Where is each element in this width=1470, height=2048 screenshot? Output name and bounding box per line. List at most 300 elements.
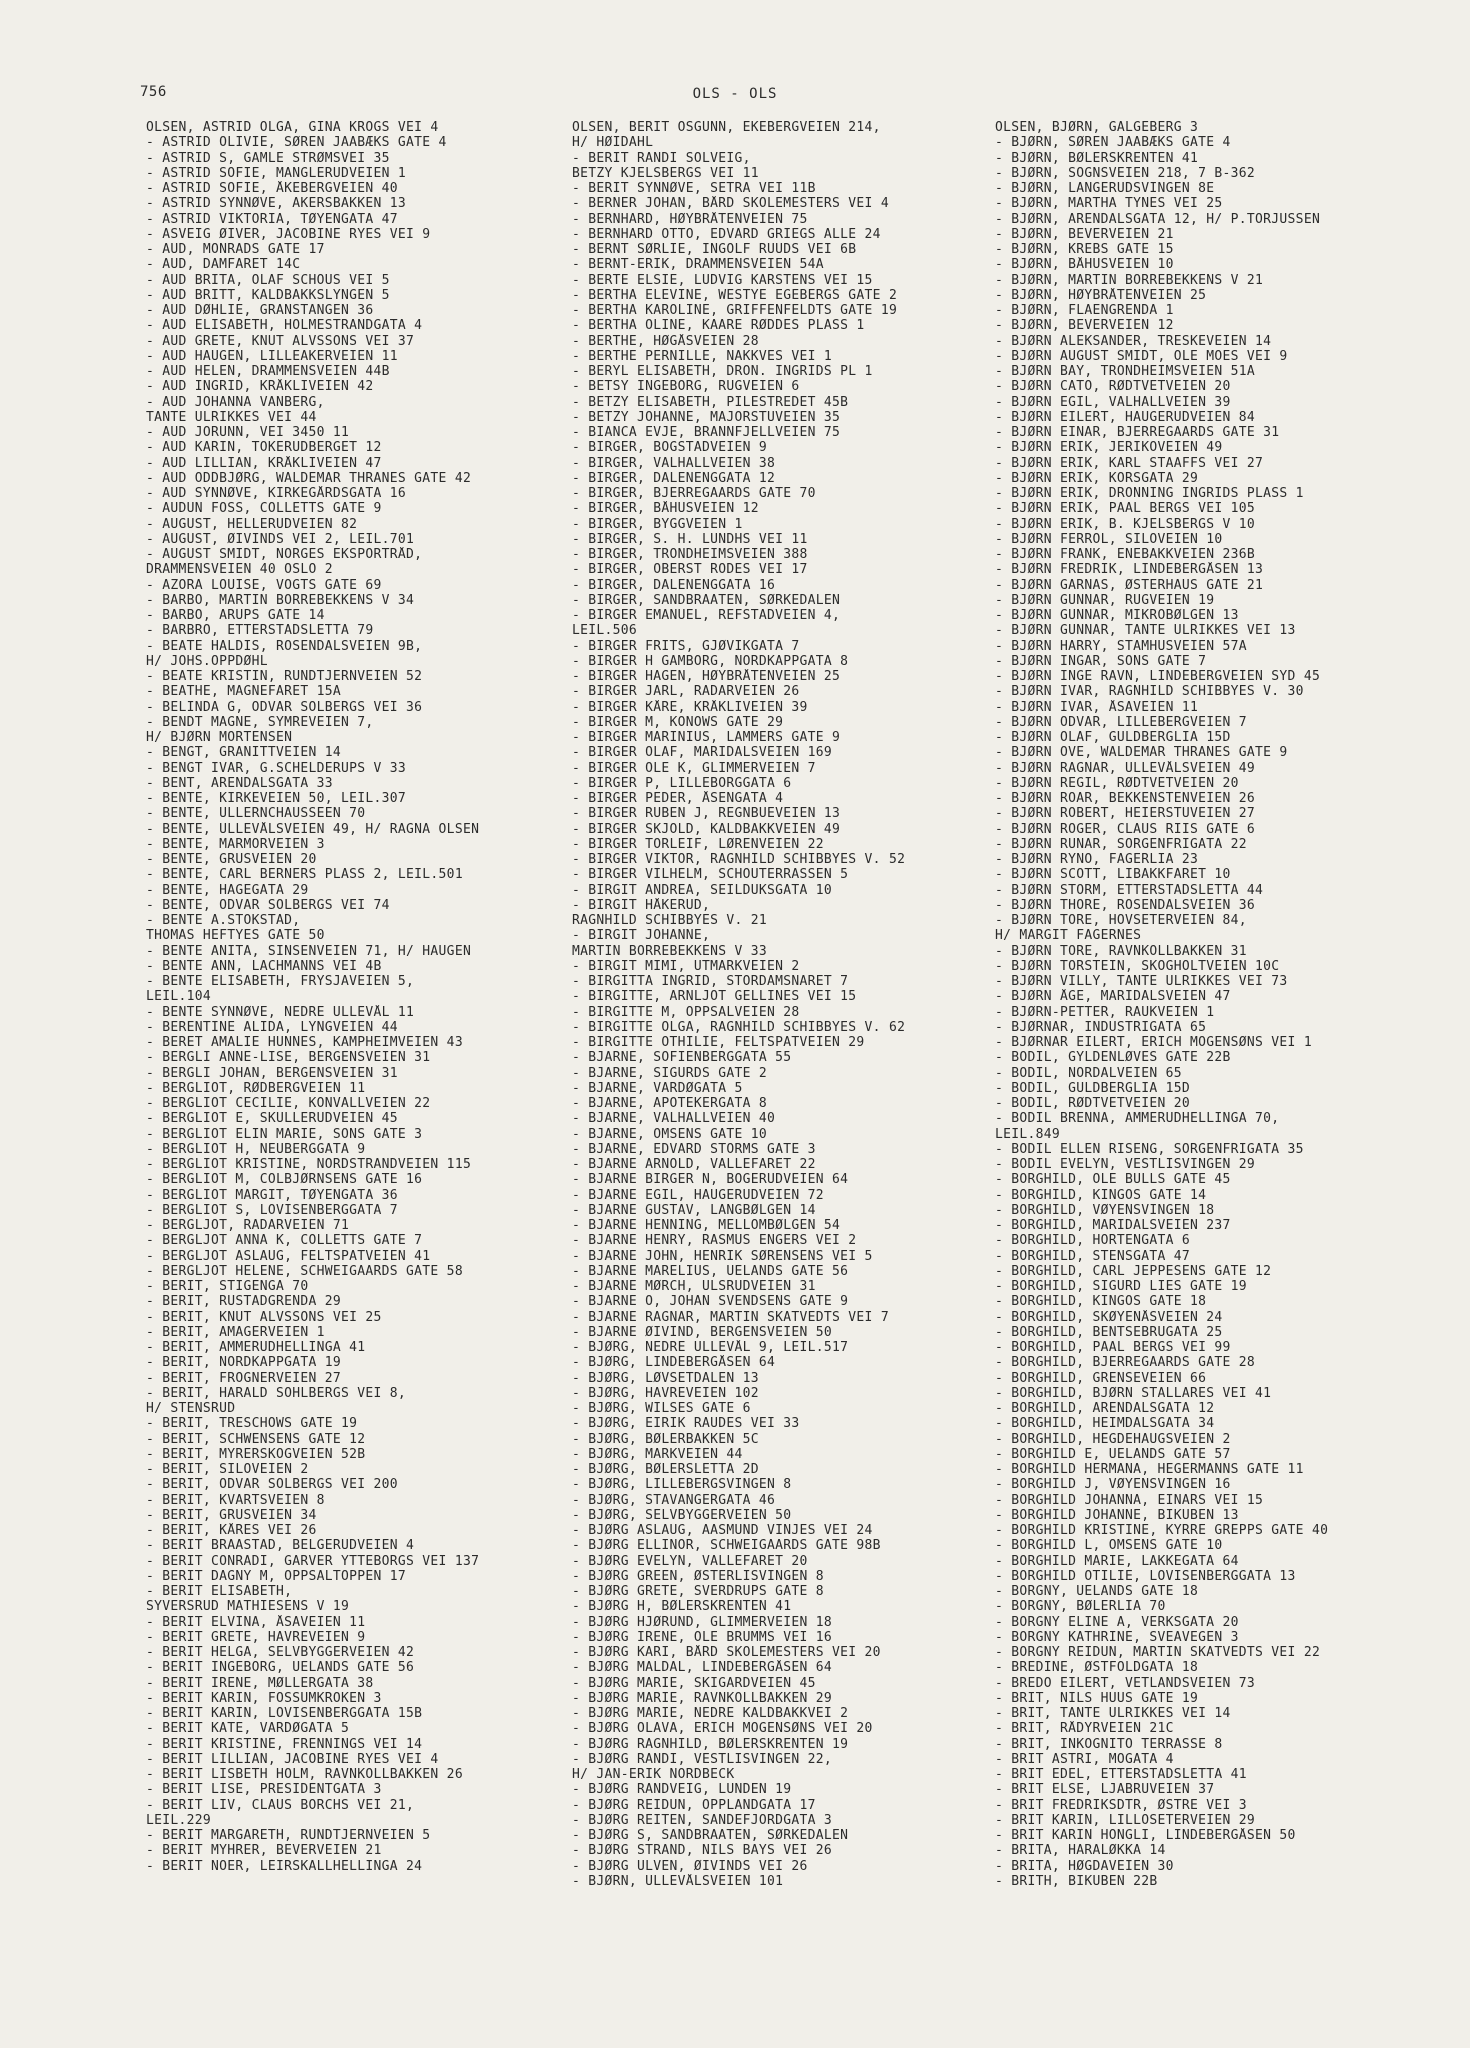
directory-entry: - BIRGER, OBERST RODES VEI 17 <box>572 562 808 578</box>
directory-entry: - BORGHILD, OLE BULLS GATE 45 <box>995 1172 1231 1188</box>
directory-entry: - AUD JOHANNA VANBERG, <box>146 394 325 410</box>
directory-column-1 <box>146 120 576 1874</box>
directory-entry: - AUD, DAMFARET 14C <box>146 257 301 273</box>
directory-entry: MARTIN BORREBEKKENS V 33 <box>572 943 768 959</box>
directory-entry: - BIRGITTE OTHILIE, FELTSPATVEIEN 29 <box>572 1035 865 1050</box>
directory-entry: - BORGHILD E, UELANDS GATE 57 <box>995 1446 1231 1462</box>
directory-entry: - BJØRN FRANK, ENEBAKKVEIEN 236B <box>995 547 1256 562</box>
directory-entry: - BJØRN ROBERT, HEIERSTUVEIEN 27 <box>995 806 1256 822</box>
directory-entry: - BJARNE, SIGURDS GATE 2 <box>572 1065 768 1081</box>
directory-entry: - BERNHARD OTTO, EDVARD GRIEGS ALLE 24 <box>572 226 881 242</box>
directory-entry: - BERNHARD, HØYBRÅTENVEIEN 75 <box>572 211 808 227</box>
directory-entry: - BJØRN FERROL, SILOVEIEN 10 <box>995 531 1223 547</box>
directory-entry: - BERNT SØRLIE, INGOLF RUUDS VEI 6B <box>572 242 857 257</box>
directory-entry: - BERTHE, HØGÅSVEIEN 28 <box>572 333 759 349</box>
directory-entry: - BARBO, MARTIN BORREBEKKENS V 34 <box>146 592 415 608</box>
directory-entry: - BJØRN IVAR, RAGNHILD SCHIBBYES V. 30 <box>995 684 1304 700</box>
directory-entry: - BERIT, NORDKAPPGATA 19 <box>146 1355 342 1371</box>
directory-entry: - AUD GRETE, KNUT ALVSSONS VEI 37 <box>146 333 415 349</box>
directory-entry: - BJØRN HARRY, STAMHUSVEIEN 57A <box>995 638 1247 654</box>
directory-entry: DRAMMENSVEIEN 40 OSLO 2 <box>146 562 333 578</box>
running-head: OLS - OLS <box>692 86 778 102</box>
directory-entry: - BREDO EILERT, VETLANDSVEIEN 73 <box>995 1675 1256 1691</box>
directory-entry: THOMAS HEFTYES GATE 50 <box>146 928 325 944</box>
directory-entry: LEIL.849 <box>995 1126 1061 1142</box>
directory-entry: - BJARNE, EDVARD STORMS GATE 3 <box>572 1141 816 1157</box>
directory-entry: - BERIT, ODVAR SOLBERGS VEI 200 <box>146 1477 398 1493</box>
directory-entry: - BIRGER HAGEN, HØYBRÅTENVEIEN 25 <box>572 669 841 684</box>
directory-entry: - BERIT, AMMERUDHELLINGA 41 <box>146 1340 366 1355</box>
directory-entry: - BENTE, MARMORVEIEN 3 <box>146 836 325 852</box>
directory-entry: LEIL.104 <box>146 989 212 1005</box>
directory-entry: - BERIT, KNUT ALVSSONS VEI 25 <box>146 1309 382 1325</box>
directory-entry: - BJØRN CATO, RØDTVETVEIEN 20 <box>995 379 1231 395</box>
directory-entry: - BJØRN ERIK, B. KJELSBERGS V 10 <box>995 516 1256 532</box>
directory-entry: - BJØRG RANDI, VESTLISVINGEN 22, <box>572 1751 833 1767</box>
directory-entry: - BIRGER VILHELM, SCHOUTERRASSEN 5 <box>572 867 849 883</box>
directory-entry: H/ JAN-ERIK NORDBECK <box>572 1767 735 1782</box>
directory-entry: - BJØRN BAY, TRONDHEIMSVEIEN 51A <box>995 364 1256 379</box>
directory-entry: - BERIT, HARALD SOHLBERGS VEI 8, <box>146 1385 407 1401</box>
directory-entry: - BORGHILD J, VØYENSVINGEN 16 <box>995 1477 1231 1493</box>
directory-entry: - BJØRG, HAVREVEIEN 102 <box>572 1385 759 1401</box>
directory-entry: - BJØRG IRENE, OLE BRUMMS VEI 16 <box>572 1629 833 1645</box>
directory-entry: - BERIT DAGNY M, OPPSALTOPPEN 17 <box>146 1568 407 1584</box>
directory-entry: - ASTRID VIKTORIA, TØYENGATA 47 <box>146 211 398 227</box>
directory-entry: - BORGHILD OTILIE, LOVISENBERGGATA 13 <box>995 1568 1296 1584</box>
directory-entry: - BJØRG, STAVANGERGATA 46 <box>572 1492 776 1508</box>
directory-entry: - AUD LILLIAN, KRÅKLIVEIEN 47 <box>146 455 382 471</box>
directory-entry: - BJØRG REIDUN, OPPLANDGATA 17 <box>572 1797 816 1813</box>
directory-entry: - BJØRN OLAF, GULDBERGLIA 15D <box>995 730 1231 745</box>
directory-entry: - BJØRN IVAR, ÅSAVEIEN 11 <box>995 699 1199 715</box>
directory-entry: - BJARNE, VALHALLVEIEN 40 <box>572 1111 776 1127</box>
directory-entry: - BENTE, KIRKEVEIEN 50, LEIL.307 <box>146 791 407 806</box>
directory-entry: - BJØRN, HØYBRÅTENVEIEN 25 <box>995 287 1207 303</box>
directory-column-2 <box>572 120 1002 1889</box>
directory-entry: - BIRGER H GAMBORG, NORDKAPPGATA 8 <box>572 653 849 669</box>
directory-entry: - BJARNE EGIL, HAUGERUDVEIEN 72 <box>572 1187 824 1203</box>
directory-entry: - BJØRNAR EILERT, ERICH MOGENSØNS VEI 1 <box>995 1035 1312 1050</box>
directory-entry: LEIL.506 <box>572 623 638 639</box>
directory-entry: - BJØRN RUNAR, SORGENFRIGATA 22 <box>995 836 1247 852</box>
directory-entry: - BJØRG STRAND, NILS BAYS VEI 26 <box>572 1843 833 1859</box>
directory-column-3 <box>995 120 1425 1889</box>
directory-entry: - BERIT, RUSTADGRENDA 29 <box>146 1294 342 1310</box>
directory-entry: - BJØRN STORM, ETTERSTADSLETTA 44 <box>995 882 1264 898</box>
directory-entry: - BJØRN ERIK, JERIKOVEIEN 49 <box>995 440 1223 456</box>
directory-entry: - BIRGER SKJOLD, KALDBAKKVEIEN 49 <box>572 821 841 837</box>
directory-entry: - BJARNE, SOFIENBERGGATA 55 <box>572 1050 792 1066</box>
directory-entry: - BERNER JOHAN, BÅRD SKOLEMESTERS VEI 4 <box>572 196 889 212</box>
directory-entry: SYVERSRUD MATHIESENS V 19 <box>146 1599 350 1615</box>
directory-entry: - BERNT-ERIK, DRAMMENSVEIEN 54A <box>572 257 824 273</box>
directory-entry: - BIRGER VIKTOR, RAGNHILD SCHIBBYES V. 52 <box>572 852 906 867</box>
directory-entry: H/ JOHS.OPPDØHL <box>146 653 268 669</box>
directory-entry: - BENTE, ULLERNCHAUSSEEN 70 <box>146 806 366 822</box>
directory-entry: - BORGHILD KRISTINE, KYRRE GREPPS GATE 40 <box>995 1523 1329 1538</box>
directory-entry: - ASTRID SOFIE, ÅKEBERGVEIEN 40 <box>146 181 398 196</box>
directory-entry: - BJØRN ROGER, CLAUS RIIS GATE 6 <box>995 821 1256 837</box>
directory-entry: - BENTE ANN, LACHMANNS VEI 4B <box>146 958 382 974</box>
directory-entry: - AUGUST, HELLERUDVEIEN 82 <box>146 516 358 532</box>
directory-entry: - BIRGER OLE K, GLIMMERVEIEN 7 <box>572 760 816 776</box>
directory-entry: - BORGNY REIDUN, MARTIN SKATVEDTS VEI 22 <box>995 1645 1321 1660</box>
directory-entry: - BEATE HALDIS, ROSENDALSVEIEN 9B, <box>146 638 423 654</box>
directory-entry: - BORGHILD JOHANNE, BIKUBEN 13 <box>995 1507 1239 1523</box>
directory-entry: - BERTHA KAROLINE, GRIFFENFELDTS GATE 19 <box>572 303 898 318</box>
directory-entry: H/ BJØRN MORTENSEN <box>146 730 293 745</box>
directory-entry: - BIRGER OLAF, MARIDALSVEIEN 169 <box>572 745 833 761</box>
directory-entry: - BERIT LISE, PRESIDENTGATA 3 <box>146 1782 382 1798</box>
directory-entry: - BODIL EVELYN, VESTLISVINGEN 29 <box>995 1157 1256 1172</box>
directory-entry: - BJØRG HJØRUND, GLIMMERVEIEN 18 <box>572 1614 833 1630</box>
directory-entry: - BRIT ASTRI, MOGATA 4 <box>995 1751 1174 1767</box>
directory-entry: - BEATE KRISTIN, RUNDTJERNVEIEN 52 <box>146 669 423 684</box>
directory-entry: - BERGLIOT MARGIT, TØYENGATA 36 <box>146 1187 398 1203</box>
directory-entry: - BORGHILD, HORTENGATA 6 <box>995 1233 1191 1249</box>
directory-entry: - BIRGER FRITS, GJØVIKGATA 7 <box>572 638 800 654</box>
directory-entry: - BJØRG ULVEN, ØIVINDS VEI 26 <box>572 1858 808 1874</box>
directory-entry: - BODIL BRENNA, AMMERUDHELLINGA 70, <box>995 1111 1280 1127</box>
directory-entry: - BJØRG RAGNHILD, BØLERSKRENTEN 19 <box>572 1736 849 1752</box>
directory-entry: - AUD HAUGEN, LILLEAKERVEIEN 11 <box>146 348 398 364</box>
directory-entry: - BJØRG OLAVA, ERICH MOGENSØNS VEI 20 <box>572 1721 873 1737</box>
directory-entry: - BERGLIOT S, LOVISENBERGGATA 7 <box>146 1202 398 1218</box>
directory-entry: - BJØRG REITEN, SANDEFJORDGATA 3 <box>572 1812 833 1828</box>
directory-entry: - BERTE ELSIE, LUDVIG KARSTENS VEI 15 <box>572 272 873 288</box>
directory-entry: - BJØRN, MARTIN BORREBEKKENS V 21 <box>995 272 1264 288</box>
directory-entry: - BRITA, HØGDAVEIEN 30 <box>995 1858 1174 1874</box>
directory-entry: - BORGHILD, GRENSEVEIEN 66 <box>995 1370 1207 1386</box>
directory-entry: - BRITA, HARALØKKA 14 <box>995 1843 1166 1859</box>
directory-entry: - BJØRG ASLAUG, AASMUND VINJES VEI 24 <box>572 1523 873 1538</box>
directory-entry: TANTE ULRIKKES VEI 44 <box>146 409 317 425</box>
directory-entry: - BERIT ELVINA, ÅSAVEIEN 11 <box>146 1614 366 1630</box>
directory-entry: - BERGLJOT ASLAUG, FELTSPATVEIEN 41 <box>146 1248 431 1264</box>
directory-entry: - BJØRG ELLINOR, SCHWEIGAARDS GATE 98B <box>572 1538 881 1554</box>
directory-entry: - BJARNE HENRY, RASMUS ENGERS VEI 2 <box>572 1233 857 1249</box>
directory-entry: - BJØRN RAGNAR, ULLEVÅLSVEIEN 49 <box>995 760 1256 776</box>
directory-entry: - BORGHILD, BENTSEBRUGATA 25 <box>995 1324 1223 1340</box>
page-number: 756 <box>140 84 167 100</box>
directory-entry: - AUGUST, ØIVINDS VEI 2, LEIL.701 <box>146 531 415 547</box>
directory-entry: - BJØRN, BEVERVEIEN 21 <box>995 226 1174 242</box>
directory-entry: - BORGHILD JOHANNA, EINARS VEI 15 <box>995 1492 1264 1508</box>
directory-entry: - BRIT, RÅDYRVEIEN 21C <box>995 1721 1174 1737</box>
directory-entry: - BJØRG RANDVEIG, LUNDEN 19 <box>572 1782 792 1798</box>
directory-entry: - AUD ODDBJØRG, WALDEMAR THRANES GATE 42 <box>146 470 472 486</box>
directory-entry: - BIRGIT HÅKERUD, <box>572 897 711 913</box>
directory-entry: - BERIT, FROGNERVEIEN 27 <box>146 1370 342 1386</box>
directory-entry: - AUD INGRID, KRÅKLIVEIEN 42 <box>146 379 374 395</box>
directory-entry: - BIRGITTE M, OPPSALVEIEN 28 <box>572 1004 800 1020</box>
directory-entry: - BJØRG MARIE, SKIGARDVEIEN 45 <box>572 1675 816 1691</box>
directory-entry: - BJØRN TORE, RAVNKOLLBAKKEN 31 <box>995 943 1247 959</box>
directory-entry: - BERIT ELISABETH, <box>146 1584 293 1599</box>
directory-entry: - BERIT LILLIAN, JACOBINE RYES VEI 4 <box>146 1751 439 1767</box>
directory-entry: - BENDT MAGNE, SYMREVEIEN 7, <box>146 714 374 730</box>
directory-entry: - BORGHILD, BJØRN STALLARES VEI 41 <box>995 1385 1272 1401</box>
directory-entry: - BORGNY, BØLERLIA 70 <box>995 1599 1166 1615</box>
directory-entry: RAGNHILD SCHIBBYES V. 21 <box>572 913 768 928</box>
directory-entry: LEIL.229 <box>146 1812 212 1828</box>
directory-entry: - BJØRN, ARENDALSGATA 12, H/ P.TORJUSSEN <box>995 211 1321 227</box>
directory-entry: - BERGLJOT ANNA K, COLLETTS GATE 7 <box>146 1233 423 1249</box>
directory-entry: - BJØRN GUNNAR, RUGVEIEN 19 <box>995 592 1215 608</box>
directory-entry: - BORGHILD, VØYENSVINGEN 18 <box>995 1202 1215 1218</box>
directory-entry: - BERIT LISBETH HOLM, RAVNKOLLBAKKEN 26 <box>146 1767 463 1782</box>
directory-entry: - BRIT, TANTE ULRIKKES VEI 14 <box>995 1706 1231 1721</box>
directory-entry: - BERIT, STIGENGA 70 <box>146 1279 309 1294</box>
directory-entry: - BORGHILD, SKØYENÅSVEIEN 24 <box>995 1309 1223 1325</box>
directory-entry: - BJØRN GUNNAR, MIKROBØLGEN 13 <box>995 608 1239 623</box>
directory-entry: - BENTE, GRUSVEIEN 20 <box>146 852 317 867</box>
directory-entry: - BJARNE HENNING, MELLOMBØLGEN 54 <box>572 1218 841 1233</box>
directory-entry: - BODIL, NORDALVEIEN 65 <box>995 1065 1182 1081</box>
directory-entry: - BERTHE PERNILLE, NAKKVES VEI 1 <box>572 348 833 364</box>
directory-entry: - BIRGER, BJERREGAARDS GATE 70 <box>572 486 816 501</box>
directory-entry: - BIANCA EVJE, BRANNFJELLVEIEN 75 <box>572 425 841 440</box>
directory-entry: - AUD SYNNØVE, KIRKEGÅRDSGATA 16 <box>146 486 407 501</box>
directory-entry: - BERIT IRENE, MØLLERGATA 38 <box>146 1675 374 1691</box>
directory-entry: - AUD DØHLIE, GRANSTANGEN 36 <box>146 303 374 318</box>
directory-entry: - BIRGER KÅRE, KRÅKLIVEIEN 39 <box>572 699 808 715</box>
directory-entry: - BORGNY ELINE A, VERKSGATA 20 <box>995 1614 1239 1630</box>
directory-entry: - BJØRN, BØLERSKRENTEN 41 <box>995 150 1199 166</box>
directory-entry: - BORGHILD, BJERREGAARDS GATE 28 <box>995 1355 1256 1371</box>
directory-entry: - BERIT KARIN, LOVISENBERGGATA 15B <box>146 1706 423 1721</box>
directory-entry: - BRIT KARIN, LILLOSETERVEIEN 29 <box>995 1812 1256 1828</box>
directory-entry: OLSEN, BERIT OSGUNN, EKEBERGVEIEN 214, <box>572 120 881 135</box>
directory-entry: - BERIT, MYRERSKOGVEIEN 52B <box>146 1446 366 1462</box>
directory-entry: H/ HØIDAHL <box>572 135 654 151</box>
directory-entry: - BERGLI JOHAN, BERGENSVEIEN 31 <box>146 1065 398 1081</box>
directory-entry: - BJØRN INGAR, SONS GATE 7 <box>995 653 1207 669</box>
directory-entry: - BJØRG MARIE, RAVNKOLLBAKKEN 29 <box>572 1690 833 1706</box>
directory-entry: - BORGHILD, CARL JEPPESENS GATE 12 <box>995 1263 1272 1279</box>
directory-entry: - AUD, MONRADS GATE 17 <box>146 242 325 257</box>
directory-entry: - BORGHILD L, OMSENS GATE 10 <box>995 1538 1223 1554</box>
directory-entry: - BERIT, AMAGERVEIEN 1 <box>146 1324 325 1340</box>
directory-entry: - BODIL, RØDTVETVEIEN 20 <box>995 1096 1191 1111</box>
directory-entry: - BJØRN OVE, WALDEMAR THRANES GATE 9 <box>995 745 1288 761</box>
directory-entry: - BERYL ELISABETH, DRON. INGRIDS PL 1 <box>572 364 873 379</box>
directory-entry: - BJØRN AUGUST SMIDT, OLE MOES VEI 9 <box>995 348 1288 364</box>
directory-entry: - BORGHILD, SIGURD LIES GATE 19 <box>995 1279 1247 1294</box>
directory-entry: - BERGLIOT E, SKULLERUDVEIEN 45 <box>146 1111 398 1127</box>
directory-entry: - BJARNE, APOTEKERGATA 8 <box>572 1096 768 1111</box>
directory-entry: - BJØRN, ULLEVÅLSVEIEN 101 <box>572 1873 784 1889</box>
directory-entry: - BERIT, TRESCHOWS GATE 19 <box>146 1416 358 1432</box>
directory-entry: - BJØRG MALDAL, LINDEBERGÅSEN 64 <box>572 1660 833 1676</box>
directory-entry: - BERGLI ANNE-LISE, BERGENSVEIEN 31 <box>146 1050 431 1066</box>
directory-entry: - BERIT CONRADI, GARVER YTTEBORGS VEI 137 <box>146 1553 480 1569</box>
directory-entry: - BJØRG, BØLERBAKKEN 5C <box>572 1431 759 1447</box>
directory-entry: - BERIT LIV, CLAUS BORCHS VEI 21, <box>146 1797 415 1813</box>
directory-entry: - BENTE A.STOKSTAD, <box>146 913 301 928</box>
directory-entry: - ASVEIG ØIVER, JACOBINE RYES VEI 9 <box>146 226 431 242</box>
directory-entry: - BERGLIOT ELIN MARIE, SONS GATE 3 <box>146 1126 423 1142</box>
directory-entry: - BIRGITTA INGRID, STORDAMSNARET 7 <box>572 974 849 989</box>
directory-entry: - BRIT, INKOGNITO TERRASSE 8 <box>995 1736 1223 1752</box>
directory-entry: - BENTE ELISABETH, FRYSJAVEIEN 5, <box>146 974 415 989</box>
directory-entry: - BORGNY, UELANDS GATE 18 <box>995 1584 1199 1599</box>
directory-entry: - BJØRN, LANGERUDSVINGEN 8E <box>995 181 1215 196</box>
directory-entry: OLSEN, BJØRN, GALGEBERG 3 <box>995 120 1199 135</box>
directory-entry: - BRIT EDEL, ETTERSTADSLETTA 41 <box>995 1767 1247 1782</box>
directory-entry: - BORGHILD MARIE, LAKKEGATA 64 <box>995 1553 1239 1569</box>
directory-entry: - BENGT, GRANITTVEIEN 14 <box>146 745 342 761</box>
directory-entry: - BIRGER JARL, RADARVEIEN 26 <box>572 684 800 700</box>
directory-entry: - BJØRN ERIK, PAAL BERGS VEI 105 <box>995 501 1256 517</box>
directory-entry: - BJARNE RAGNAR, MARTIN SKATVEDTS VEI 7 <box>572 1309 889 1325</box>
directory-entry: - BJØRN, BEVERVEIEN 12 <box>995 318 1174 334</box>
directory-entry: - BERIT SYNNØVE, SETRA VEI 11B <box>572 181 816 196</box>
directory-entry: - BETSY INGEBORG, RUGVEIEN 6 <box>572 379 800 395</box>
directory-entry: H/ MARGIT FAGERNES <box>995 928 1142 944</box>
directory-entry: - AUD BRITA, OLAF SCHOUS VEI 5 <box>146 272 390 288</box>
directory-entry: - AZORA LOUISE, VOGTS GATE 69 <box>146 577 382 593</box>
directory-entry: - BJØRG, MARKVEIEN 44 <box>572 1446 743 1462</box>
directory-entry: - BIRGIT MIMI, UTMARKVEIEN 2 <box>572 958 800 974</box>
directory-entry: - BIRGER, S. H. LUNDHS VEI 11 <box>572 531 808 547</box>
directory-entry: - BENTE, ULLEVÅLSVEIEN 49, H/ RAGNA OLSEN <box>146 821 480 837</box>
directory-entry: - BERET AMALIE HUNNES, KAMPHEIMVEIEN 43 <box>146 1035 463 1050</box>
directory-entry: - BJØRG GRETE, SVERDRUPS GATE 8 <box>572 1584 824 1599</box>
directory-entry: - BARBRO, ETTERSTADSLETTA 79 <box>146 623 374 639</box>
directory-entry: - BELINDA G, ODVAR SOLBERGS VEI 36 <box>146 699 423 715</box>
directory-entry: - BIRGER M, KONOWS GATE 29 <box>572 714 784 730</box>
directory-entry: - BIRGER, VALHALLVEIEN 38 <box>572 455 776 471</box>
directory-entry: - BJØRN VILLY, TANTE ULRIKKES VEI 73 <box>995 974 1288 989</box>
directory-entry: - BRIT ELSE, LJABRUVEIEN 37 <box>995 1782 1215 1798</box>
directory-entry: - BENTE, HAGEGATA 29 <box>146 882 309 898</box>
directory-entry: - BJØRNAR, INDUSTRIGATA 65 <box>995 1019 1207 1035</box>
directory-entry: - BERIT NOER, LEIRSKALLHELLINGA 24 <box>146 1858 423 1874</box>
directory-entry: - BERIT KATE, VARDØGATA 5 <box>146 1721 350 1737</box>
directory-entry: - BJØRN ODVAR, LILLEBERGVEIEN 7 <box>995 714 1247 730</box>
directory-entry: - AUD KARIN, TOKERUDBERGET 12 <box>146 440 382 456</box>
directory-entry: - BRIT FREDRIKSDTR, ØSTRE VEI 3 <box>995 1797 1247 1813</box>
directory-entry: - BORGHILD, HEIMDALSGATA 34 <box>995 1416 1215 1432</box>
directory-entry: - BIRGER RUBEN J, REGNBUEVEIEN 13 <box>572 806 841 822</box>
directory-entry: - BJØRN EILERT, HAUGERUDVEIEN 84 <box>995 409 1256 425</box>
directory-entry: - BJØRG, EIRIK RAUDES VEI 33 <box>572 1416 800 1432</box>
directory-entry: - BIRGER, DALENENGGATA 12 <box>572 470 776 486</box>
directory-entry: - BERGLJOT, RADARVEIEN 71 <box>146 1218 350 1233</box>
directory-entry: - BJØRG MARIE, NEDRE KALDBAKKVEI 2 <box>572 1706 849 1721</box>
directory-entry: - BJØRN TORSTEIN, SKOGHOLTVEIEN 10C <box>995 958 1280 974</box>
directory-entry: - BIRGER TORLEIF, LØRENVEIEN 22 <box>572 836 824 852</box>
directory-entry: - BIRGER, SANDBRAATEN, SØRKEDALEN <box>572 592 841 608</box>
directory-entry: - BJØRG, BØLERSLETTA 2D <box>572 1462 759 1477</box>
directory-entry: - BJØRN ÅGE, MARIDALSVEIEN 47 <box>995 989 1231 1005</box>
directory-entry: - BORGHILD, STENSGATA 47 <box>995 1248 1191 1264</box>
directory-entry: - BENTE ANITA, SINSENVEIEN 71, H/ HAUGEN <box>146 943 472 959</box>
directory-entry: - BJØRG GREEN, ØSTERLISVINGEN 8 <box>572 1568 824 1584</box>
directory-entry: - BENTE SYNNØVE, NEDRE ULLEVÅL 11 <box>146 1004 415 1020</box>
directory-entry: - ASTRID SOFIE, MANGLERUDVEIEN 1 <box>146 165 407 181</box>
directory-entry: - BERGLJOT HELENE, SCHWEIGAARDS GATE 58 <box>146 1263 463 1279</box>
directory-entry: - ASTRID S, GAMLE STRØMSVEI 35 <box>146 150 390 166</box>
directory-entry: - AUD ELISABETH, HOLMESTRANDGATA 4 <box>146 318 423 334</box>
directory-entry: - BIRGIT ANDREA, SEILDUKSGATA 10 <box>572 882 833 898</box>
directory-entry: - BERTHA ELEVINE, WESTYE EGEBERGS GATE 2 <box>572 287 898 303</box>
directory-entry: - BJØRN INGE RAVN, LINDEBERGVEIEN SYD 45 <box>995 669 1321 684</box>
directory-entry: - BARBO, ARUPS GATE 14 <box>146 608 325 623</box>
directory-entry: - BJARNE, VARDØGATA 5 <box>572 1080 743 1096</box>
directory-entry: - BORGHILD, KINGOS GATE 18 <box>995 1294 1207 1310</box>
directory-entry: - BJØRN FREDRIK, LINDEBERGÅSEN 13 <box>995 562 1264 578</box>
directory-entry: - AUDUN FOSS, COLLETTS GATE 9 <box>146 501 382 517</box>
directory-entry: - BRITH, BIKUBEN 22B <box>995 1873 1158 1889</box>
directory-entry: - BJARNE O, JOHAN SVENDSENS GATE 9 <box>572 1294 849 1310</box>
directory-entry: - BERIT, SCHWENSENS GATE 12 <box>146 1431 366 1447</box>
directory-entry: - BIRGER EMANUEL, REFSTADVEIEN 4, <box>572 608 841 623</box>
directory-entry: - BJARNE ØIVIND, BERGENSVEIEN 50 <box>572 1324 833 1340</box>
directory-entry: - BRIT, NILS HUUS GATE 19 <box>995 1690 1199 1706</box>
directory-entry: - BJØRN EINAR, BJERREGAARDS GATE 31 <box>995 425 1280 440</box>
directory-entry: - BODIL, GULDBERGLIA 15D <box>995 1080 1191 1096</box>
directory-entry: - AUGUST SMIDT, NORGES EKSPORTRÅD, <box>146 547 423 562</box>
directory-entry: - BERIT GRETE, HAVREVEIEN 9 <box>146 1629 366 1645</box>
directory-entry: - BJØRN, FLAENGRENDA 1 <box>995 303 1174 318</box>
directory-entry: - BRIT KARIN HONGLI, LINDEBERGÅSEN 50 <box>995 1828 1296 1843</box>
directory-entry: OLSEN, ASTRID OLGA, GINA KROGS VEI 4 <box>146 120 439 135</box>
directory-entry: - BJØRG, WILSES GATE 6 <box>572 1401 751 1416</box>
directory-entry: - BJØRN THORE, ROSENDALSVEIEN 36 <box>995 897 1256 913</box>
directory-entry: - BERIT, GRUSVEIEN 34 <box>146 1507 317 1523</box>
directory-entry: - BREDINE, ØSTFOLDGATA 18 <box>995 1660 1199 1676</box>
directory-entry: - BERIT KRISTINE, FRENNINGS VEI 14 <box>146 1736 423 1752</box>
directory-entry: - BEATHE, MAGNEFARET 15A <box>146 684 342 700</box>
directory-entry: - AUD JORUNN, VEI 3450 11 <box>146 425 350 440</box>
directory-entry: - BJARNE ARNOLD, VALLEFARET 22 <box>572 1157 816 1172</box>
directory-entry: - BODIL, GYLDENLØVES GATE 22B <box>995 1050 1231 1066</box>
directory-entry: - BIRGER, BÅHUSVEIEN 12 <box>572 501 759 517</box>
directory-entry: - BIRGITTE OLGA, RAGNHILD SCHIBBYES V. 62 <box>572 1019 906 1035</box>
directory-entry: - BIRGER, DALENENGGATA 16 <box>572 577 776 593</box>
directory-entry: - BERGLIOT H, NEUBERGGATA 9 <box>146 1141 366 1157</box>
directory-entry: - BENTE, CARL BERNERS PLASS 2, LEIL.501 <box>146 867 463 883</box>
directory-entry: - BERIT BRAASTAD, BELGERUDVEIEN 4 <box>146 1538 415 1554</box>
directory-entry: - AUD HELEN, DRAMMENSVEIEN 44B <box>146 364 390 379</box>
directory-entry: - BJØRG, LILLEBERGSVINGEN 8 <box>572 1477 792 1493</box>
directory-entry: - BODIL ELLEN RISENG, SORGENFRIGATA 35 <box>995 1141 1304 1157</box>
directory-entry: - BJØRG EVELYN, VALLEFARET 20 <box>572 1553 808 1569</box>
directory-entry: - BJØRG, LINDEBERGÅSEN 64 <box>572 1355 776 1371</box>
directory-entry: - BJØRN, MARTHA TYNES VEI 25 <box>995 196 1223 212</box>
directory-entry: - BJØRG KARI, BÅRD SKOLEMESTERS VEI 20 <box>572 1645 881 1660</box>
directory-entry: - BENT, ARENDALSGATA 33 <box>146 775 333 791</box>
directory-entry: - BIRGER, TRONDHEIMSVEIEN 388 <box>572 547 808 562</box>
directory-entry: - BIRGER MARINIUS, LAMMERS GATE 9 <box>572 730 841 745</box>
directory-entry: - BIRGER, BOGSTADVEIEN 9 <box>572 440 768 456</box>
directory-entry: - BJØRN ERIK, KARL STAAFFS VEI 27 <box>995 455 1264 471</box>
directory-entry: - BERIT KARIN, FOSSUMKROKEN 3 <box>146 1690 382 1706</box>
directory-entry: - BERENTINE ALIDA, LYNGVEIEN 44 <box>146 1019 398 1035</box>
directory-entry: BETZY KJELSBERGS VEI 11 <box>572 165 759 181</box>
directory-entry: - BJØRN-PETTER, RAUKVEIEN 1 <box>995 1004 1215 1020</box>
directory-entry: - BETZY JOHANNE, MAJORSTUVEIEN 35 <box>572 409 841 425</box>
directory-entry: - BJØRN, SØREN JAABÆKS GATE 4 <box>995 135 1231 151</box>
directory-entry: - BERIT HELGA, SELVBYGGERVEIEN 42 <box>146 1645 415 1660</box>
directory-entry: - BERIT RANDI SOLVEIG, <box>572 150 751 166</box>
directory-entry: - BJØRG, LØVSETDALEN 13 <box>572 1370 759 1386</box>
directory-entry: - BJØRN ERIK, KORSGATA 29 <box>995 470 1199 486</box>
directory-entry: - BJØRN EGIL, VALHALLVEIEN 39 <box>995 394 1231 410</box>
